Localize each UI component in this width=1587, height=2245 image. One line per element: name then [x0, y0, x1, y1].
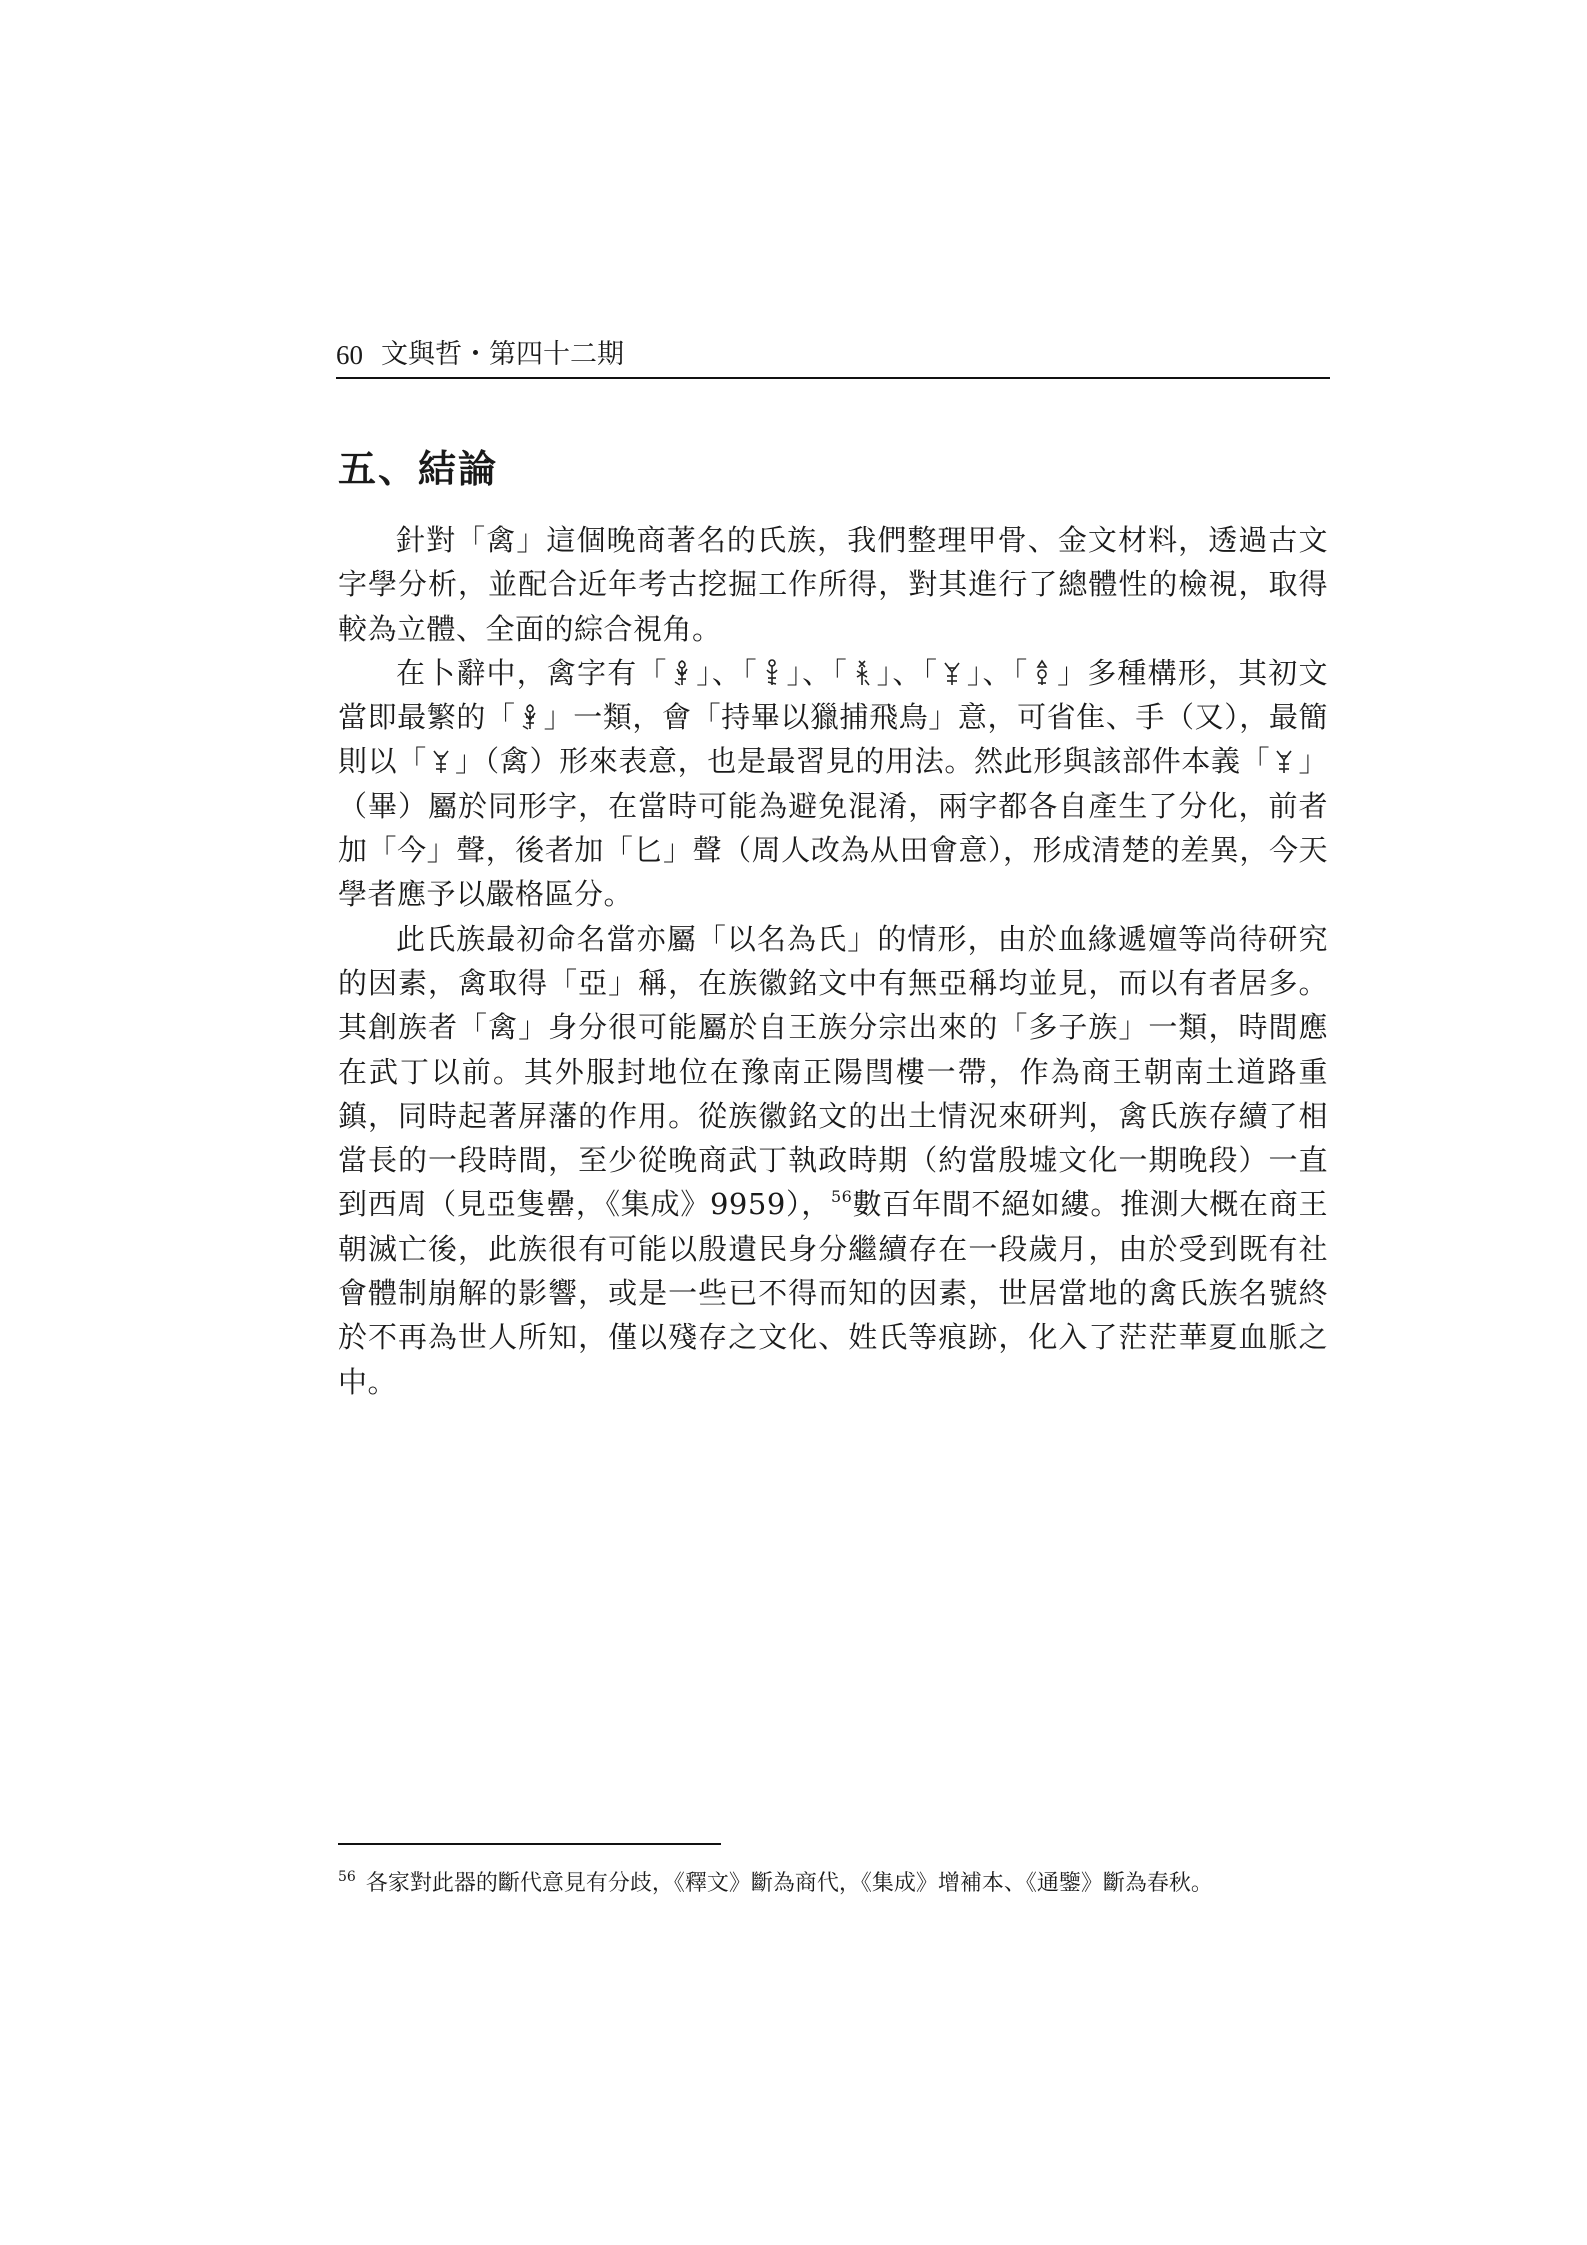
page-number: 60: [336, 340, 363, 370]
oracle-glyph-qin-variant-icon: [762, 658, 782, 688]
text-run: 」、「: [695, 655, 758, 690]
oracle-glyph-bi-net-icon: [431, 746, 451, 776]
running-header: [336, 333, 1330, 379]
text-run: 」多種構形，其初文當即最繁的「: [338, 655, 1328, 735]
paragraph-1: 針對「禽」這個晚商著名的氏族，我們整理甲骨、金文材料，透過古文字學分析，並配合近年考古挖掘工作所得，對其進行了總體性的檢視，取得較為立體、全面的綜合視角。: [338, 523, 1328, 646]
text-run: 」一類，會「持畢以獵捕飛鳥」意，可省隹、手（又），最簡則以「: [338, 700, 1328, 779]
text-run: 在卜辭中，禽字有「: [396, 655, 668, 690]
footnote: [338, 1868, 1328, 1900]
oracle-glyph-bi-net-icon: [942, 658, 962, 688]
oracle-glyph-qin-full-icon: [672, 658, 692, 688]
footnote-number: 56: [338, 1869, 356, 1885]
oracle-glyph-qin-hand-icon: [852, 658, 872, 688]
text-run: 」、「: [966, 655, 1029, 690]
section-title: 五、結論: [338, 447, 499, 491]
journal-title: 文與哲・第四十二期: [381, 339, 624, 370]
text-run: 數百年間不絕如縷。推測大概在商王朝滅亡後，此族很有可能以殷遺民身分繼續存在一段歲月，由於受到既有社會體制崩解的影響，或是一些已不得而知的因素，世居當地的禽氏族名號終於不再為世人所知，僅以殘存之文化、姓氏等痕跡，化入了茫茫華夏血脈之中。: [338, 1187, 1328, 1399]
oracle-glyph-qin-full-icon: [520, 702, 540, 732]
text-run: 」、「: [875, 655, 939, 690]
footnote-divider: [338, 1843, 721, 1845]
text-run: 此氏族最初命名當亦屬「以名為氏」的情形，由於血緣遞嬗等尚待研究的因素，禽取得「亞」稱，在族徽銘文中有無亞稱均並見，而以有者居多。其創族者「禽」身分很可能屬於自王族分宗出來的「多子族」一類，時間應在武丁以前。其外服封地位在豫南正陽閆樓一帶，作為商王朝南土道路重鎮，同時起著屏藩的作用。從族徽銘文的出土情況來研判，禽氏族存續了相當長的一段時間，至少從晚商武丁執政時期（約當殷墟文化一期晚段）一直到西周（見亞隻罍，《集成》9959），: [338, 921, 1328, 1222]
text-run: 」（禽）形來表意，也是最習見的用法。然此形與該部件本義「: [454, 744, 1271, 779]
paragraph-3: [338, 917, 1328, 1404]
oracle-glyph-bi-net-icon: [1274, 746, 1294, 776]
footnote-reference[interactable]: 56: [830, 1187, 853, 1207]
main-text: [338, 518, 1328, 1404]
paragraph-2: [338, 651, 1328, 917]
text-run: 」（畢）屬於同形字，在當時可能為避免混淆，兩字都各自產生了分化，前者加「今」聲，後者加「匕」聲（周人改為从田會意），形成清楚的差異，今天學者應予以嚴格區分。: [338, 744, 1328, 912]
oracle-glyph-qin-bird-icon: [1032, 658, 1052, 688]
footnote-text: 各家對此器的斷代意見有分歧，《釋文》斷為商代，《集成》增補本、《通鑒》斷為春秋。: [365, 1871, 1213, 1896]
text-run: 」、「: [785, 655, 848, 690]
